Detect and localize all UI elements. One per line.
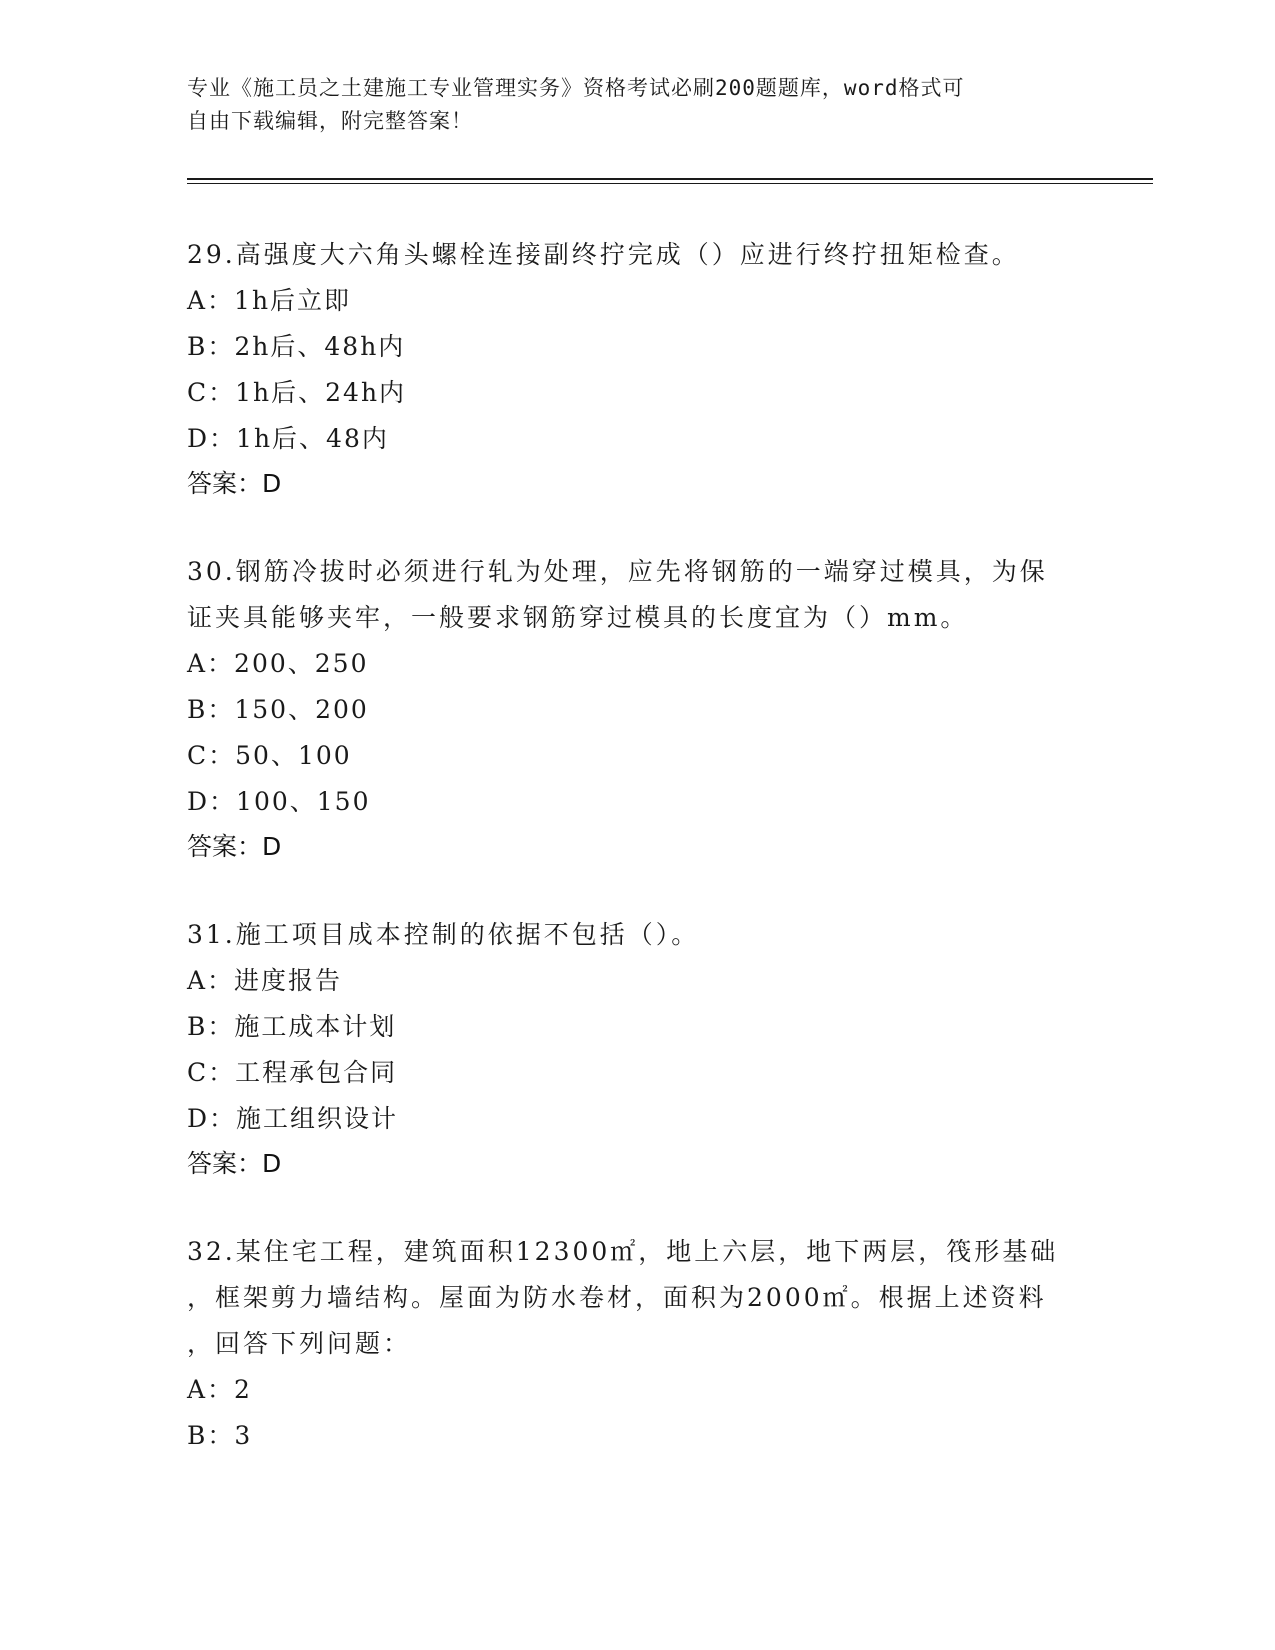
question-29 xyxy=(187,232,1087,506)
question-30 xyxy=(187,549,1087,869)
answer-text: 答案：D xyxy=(187,1149,282,1178)
answer-text: 答案：D xyxy=(187,832,282,861)
option-b: B：施工成本计划 xyxy=(187,1012,397,1041)
question-text: 30.钢筋冷拔时必须进行轧为处理，应先将钢筋的一端穿过模具，为保 xyxy=(187,557,1048,586)
question-text: 29.高强度大六角头螺栓连接副终拧完成（）应进行终拧扭矩检查。 xyxy=(187,240,1020,269)
question-text: 证夹具能够夹牢，一般要求钢筋穿过模具的长度宜为（）mm。 xyxy=(187,603,969,632)
question-text: ，回答下列问题： xyxy=(187,1329,412,1358)
header-line-1: 专业《施工员之土建施工专业管理实务》资格考试必刷200题题库，word格式可 xyxy=(187,76,965,100)
option-c: C：1h后、24h内 xyxy=(187,378,407,407)
question-list xyxy=(187,232,1087,1459)
question-text: 32.某住宅工程，建筑面积12300㎡，地上六层，地下两层，筏形基础 xyxy=(187,1237,1059,1266)
option-a: A：2 xyxy=(187,1375,252,1404)
document-header xyxy=(187,72,1077,138)
option-d: D：1h后、48内 xyxy=(187,424,389,453)
header-line-2: 自由下载编辑，附完整答案！ xyxy=(187,109,473,133)
question-text: 31.施工项目成本控制的依据不包括（）。 xyxy=(187,920,700,949)
option-b: B：3 xyxy=(187,1421,253,1450)
option-c: C：工程承包合同 xyxy=(187,1058,398,1087)
option-a: A：进度报告 xyxy=(187,966,343,995)
question-32 xyxy=(187,1229,1087,1459)
option-a: A：1h后立即 xyxy=(187,286,352,315)
option-a: A：200、250 xyxy=(187,649,369,678)
option-b: B：150、200 xyxy=(187,695,369,724)
option-c: C：50、100 xyxy=(187,741,352,770)
answer-text: 答案：D xyxy=(187,469,282,498)
header-divider-thick xyxy=(187,178,1153,180)
header-divider-thin xyxy=(187,183,1153,184)
option-b: B：2h后、48h内 xyxy=(187,332,406,361)
question-text: ，框架剪力墙结构。屋面为防水卷材，面积为2000㎡。根据上述资料 xyxy=(187,1283,1047,1312)
option-d: D：100、150 xyxy=(187,787,371,816)
question-31 xyxy=(187,912,1087,1186)
option-d: D：施工组织设计 xyxy=(187,1104,399,1133)
